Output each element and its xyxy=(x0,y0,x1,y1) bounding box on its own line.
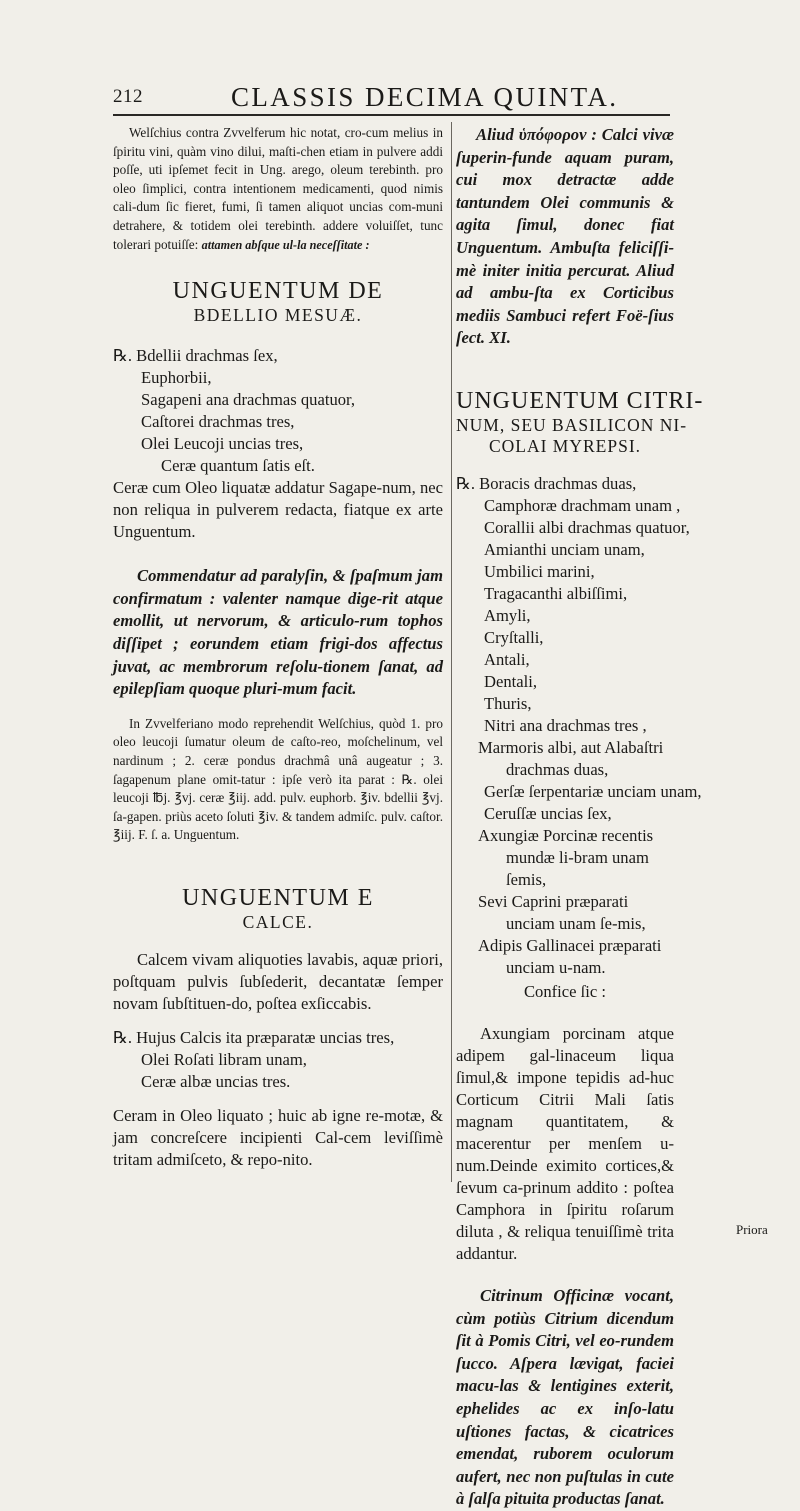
recipe-line: Camphoræ drachmam unam , xyxy=(484,495,681,515)
recipe-line: Adipis Gallinacei præparati unciam u-nam. xyxy=(478,935,662,977)
recipe-line: Amyli, xyxy=(484,605,531,625)
recipe-line: Axungiæ Porcinæ recentis mundæ li-bram unam ſemis, xyxy=(478,825,654,889)
recipe-line: Ceræ quantum ſatis eſt. xyxy=(161,456,315,476)
recipe-line: Umbilici marini, xyxy=(484,561,595,581)
right-column xyxy=(456,124,704,1511)
recipe-line: Tragacanthi albiſſimi, xyxy=(484,583,628,603)
recipe-line: Caſtorei drachmas tres, xyxy=(141,412,295,432)
recipe-line: Cryſtalli, xyxy=(484,627,544,647)
aliud-paragraph: Aliud ὑπόφορον : Calci vivæ ſuperin-funde aquam puram, cui mox detractæ adde tantundem Olei communis & agita ſimul, donec fiat Unguentum. Ambuſta feliciſſi-mè initer initia percurat. Aliud ad ambu-ſta ex Corticibus mediis Sambuci refert Foë-ſius ſect. XI. xyxy=(456,125,674,348)
method-calce-mix: Ceram in Oleo liquato ; huic ab igne re-motæ, & jam concreſcere incipienti Cal-cem leviſſimè tritam admiſceto, & repo-nito. xyxy=(113,1105,443,1169)
heading-citrinum-line3: COLAI MYREPSI. xyxy=(488,435,642,456)
recipe-line: Ceræ albæ uncias tres. xyxy=(141,1071,291,1091)
heading-calce-line1: UNGUENTUM E xyxy=(182,884,374,911)
commendation-bdellio: Commendatur ad paralyſin, & ſpaſmum jam confirmatum : valenter namque dige-rit atque emollit, ut nervorum, & articulo-rum tophos diſſipet ; eorundem etiam frigi-dos affectus juvat, ac membrorum reſolu-tionem ſanat, ad epilepſiam quoque pluri-mum facit. xyxy=(113,566,443,699)
heading-calce-line2: CALCE. xyxy=(242,911,314,932)
recipe-line: ℞. Bdellii drachmas ſex, xyxy=(113,346,278,366)
recipe-line: Sagapeni ana drachmas quatuor, xyxy=(141,390,356,410)
heading-citrinum-line1: UNGUENTUM CITRI- xyxy=(456,387,704,414)
catchword: Priora xyxy=(736,1222,768,1237)
intro-paragraph xyxy=(113,124,443,254)
recipe-line: Olei Leucoji uncias tres, xyxy=(141,434,304,454)
page-header xyxy=(113,82,673,112)
header-rule xyxy=(113,114,670,116)
method-citrinum: Axungiam porcinam atque adipem gal-linaceum liqua ſimul,& impone tepidis ad-huc Corticum Citrii Mali ſatis magnam quantitatem, & macerentur per menſem u-num.Deinde eximito cortices,& ſevum ca-prinum addito : poſtea Camphora in ſpiritu roſarum diluta , & reliqua tenuiſſimè trita addantur. xyxy=(456,1023,674,1263)
recipe-bdellio xyxy=(113,345,443,477)
recipe-line: Euphorbii, xyxy=(141,368,212,388)
recipe-citrinum xyxy=(456,473,702,979)
note-zwelfer: In Zvvelferiano modo reprehendit Welſchius, quòd 1. pro oleo leucoji ſumatur oleum de caſto-reo, moſchelinum, vel nardinum ; 2. ceræ pondus drachmâ unâ augeatur ; 3. ſagapenum plane omit-tatur : ipſe verò ita parat : ℞. olei leucoji ℔j. ℥vj. ceræ ℥iij. add. pulv. euphorb. ℥iv. bdellii ℥vj. ſa-gapen. priùs aceto ſoluti ℥iv. & tandem admiſc. pulv. caſtor. ℥iij. F. ſ. a. Unguentum. xyxy=(113,715,443,843)
commendation-citrinum: Citrinum Officinæ vocant, cùm potiùs Citrium dicendum ſit à Pomis Citri, vel eo-rundem ſucco. Aſpera lævigat, faciei macu-las & lentigines exterit, ephelides ac ex inſo-latu uſtiones factas, & cicatrices emendat, ruborem oculorum aufert, nec non puſtulas in cute à ſalſa pituita productas ſanat. xyxy=(456,1285,674,1509)
recipe-line: Nitri ana drachmas tres , xyxy=(484,715,647,735)
heading-citrinum-line2: NUM, SEU BASILICON NI- xyxy=(456,414,688,435)
intro-text: Welſchius contra Zvvelferum hic notat, cro-cum melius in ſpiritu vini, quàm vino dilui, maſti-chen etiam in pulvere addi poſſe, uti ipſemet fecit in Ung. arego, oleum terebinth. pro oleo ſimplici, contra intentionem medicamenti, quod nimis cali-dum ſic fieret, fumi, ſi tamen aliquot uncias com-muni detrahere, & totidem olei terebinth. addere voluiſſet, tunc tolerari potuiſſe: xyxy=(113,125,443,252)
recipe-line: Thuris, xyxy=(484,693,532,713)
column-divider xyxy=(451,122,452,1182)
recipe-line: Marmoris albi, aut Alabaſtri drachmas duas, xyxy=(478,737,664,779)
recipe-line: Antali, xyxy=(484,649,530,669)
intro-italic: attamen abſque ul-la neceſſitate : xyxy=(201,237,370,252)
recipe-line: ℞. Hujus Calcis ita præparatæ uncias tres, xyxy=(113,1027,395,1047)
recipe-line: Amianthi unciam unam, xyxy=(484,539,645,559)
recipe-line: Ceruſſæ uncias ſex, xyxy=(484,803,612,823)
recipe-line: ℞. Boracis drachmas duas, xyxy=(456,473,637,493)
method-calce-wash: Calcem vivam aliquoties lavabis, aquæ priori, poſtquam pulvis ſubſederit, decantatæ ſemper novam ſubſtituen-do, poſtea exſiccabis. xyxy=(113,949,443,1013)
heading-bdellio-line2: BDELLIO MESUÆ. xyxy=(193,305,363,326)
heading-bdellio-line1: UNGUENTUM DE xyxy=(172,278,384,305)
method-bdellio: Ceræ cum Oleo liquatæ addatur Sagape-num, nec non reliqua in pulverem redacta, fiatque ex arte Unguentum. xyxy=(113,478,443,542)
confice-line: Confice ſic : xyxy=(523,981,607,1001)
recipe-line: Olei Roſati libram unam, xyxy=(141,1049,307,1069)
recipe-line: Dentali, xyxy=(484,671,537,691)
recipe-line: Sevi Caprini præparati unciam unam ſe-mis, xyxy=(478,891,646,933)
running-head: CLASSIS DECIMA QUINTA. xyxy=(231,82,619,112)
recipe-calce xyxy=(113,1027,443,1093)
recipe-line: Gerſæ ſerpentariæ unciam unam, xyxy=(484,781,702,801)
page-number: 212 xyxy=(113,86,143,107)
recipe-line: Corallii albi drachmas quatuor, xyxy=(484,517,690,537)
left-column xyxy=(113,124,443,1171)
